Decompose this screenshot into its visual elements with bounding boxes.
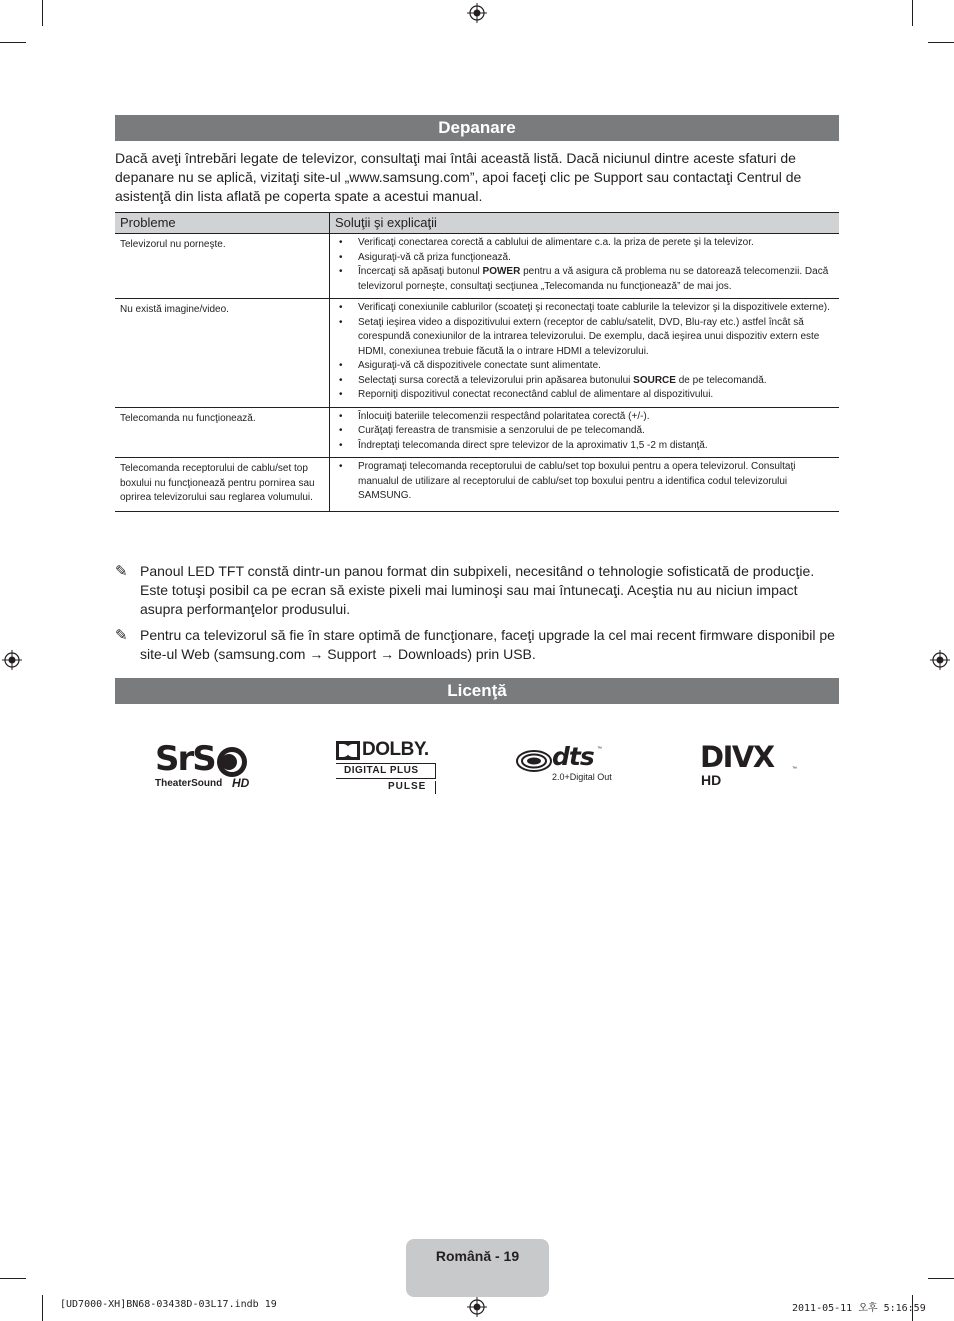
troubleshooting-table xyxy=(115,212,839,512)
registration-mark-icon xyxy=(2,650,22,670)
srs-circle-icon xyxy=(215,745,249,779)
solutions-cell xyxy=(330,407,840,458)
registration-mark-icon xyxy=(467,3,487,23)
solution-item: • Verificaţi conexiunile cablurilor (scoateţi şi reconectaţi toate cablurile la televizor şi la dispozitivele externe). xyxy=(334,301,831,316)
crop-mark xyxy=(0,1278,26,1279)
table-row xyxy=(115,234,839,299)
dolby-digital-plus-pulse-logo xyxy=(336,741,438,795)
dolby-rule xyxy=(336,763,436,764)
table-header-row xyxy=(115,213,839,234)
solution-item: • Asiguraţi-vă că dispozitivele conectate sunt alimentate. xyxy=(334,359,831,374)
solution-item: • Setaţi ieşirea video a dispozitivului extern (receptor de cablu/satelit, DVD, Blu-ray etc.) astfel încât să corespundă conexiunilor de la intrarea televizorului. De exemplu, dacă ieşirea unui dispozitiv extern este HDMI, conexiunea trebuie făcută la o intrare HDMI a televizorului. xyxy=(334,316,831,360)
dolby-box-line xyxy=(435,781,436,794)
dts-trademark: ™ xyxy=(597,746,602,752)
footer-file-info: [UD7000-XH]BN68-03438D-03L17.indb 19 xyxy=(60,1299,277,1310)
crop-mark xyxy=(42,1295,43,1321)
srs-theatersound-text: TheaterSound xyxy=(155,778,223,789)
footer-timestamp: 2011-05-11 오후 5:16:59 xyxy=(792,1303,926,1314)
license-heading: Licenţă xyxy=(115,678,839,704)
problem-cell: Nu există imagine/video. xyxy=(115,299,330,408)
solution-item: • Reporniţi dispozitivul conectat reconectând cablul de alimentare al dispozitivului. xyxy=(334,388,831,403)
solution-item: • Selectaţi sursa corectă a televizorului prin apăsarea butonului SOURCE de pe telecomandă. xyxy=(334,374,831,389)
registration-mark-icon xyxy=(467,1297,487,1317)
crop-mark xyxy=(0,42,26,43)
srs-logo-text: SrS xyxy=(155,739,215,779)
divx-hd-text: HD xyxy=(701,772,722,788)
column-header-solutions: Soluţii şi explicaţii xyxy=(330,213,840,234)
table-row xyxy=(115,299,839,408)
solution-item: • Încercaţi să apăsaţi butonul POWER pentru a vă asigura că problema nu se datorează telecomenzii. Dacă televizorul porneşte, consultaţi secţiunea „Telecomanda nu funcţionează” de mai jos. xyxy=(334,265,831,294)
problem-cell: Telecomanda nu funcţionează. xyxy=(115,407,330,458)
column-header-problems: Probleme xyxy=(115,213,330,234)
dolby-pulse-text: PULSE xyxy=(388,781,427,792)
srs-theatersound-hd-logo xyxy=(155,739,260,793)
divx-logo-text: DIVX xyxy=(700,740,774,774)
note-text: Panoul LED TFT constă dintr-un panou format din subpixeli, necesitând o tehnologie sofisticată de producţie. Este totuşi posibil ca pe ecran să existe pixeli mai luminoşi sau mai întunecaţi. Aceştia nu au niciun impact asupra performanţelor produsului. xyxy=(140,563,815,617)
divx-hd-logo xyxy=(700,740,800,790)
dolby-logo-text: DOLBY. xyxy=(362,739,429,760)
note-firmware xyxy=(115,626,839,664)
dts-waves-icon xyxy=(516,750,552,772)
solutions-cell xyxy=(330,234,840,299)
solutions-cell xyxy=(330,458,840,512)
dts-logo-text: dts xyxy=(552,742,594,771)
table-row xyxy=(115,458,839,512)
divx-trademark: ™ xyxy=(792,766,797,772)
solution-item: • Îndreptaţi telecomanda direct spre televizor de la aproximativ 1,5 -2 m distanţă. xyxy=(334,439,831,454)
crop-mark xyxy=(928,42,954,43)
solution-item: • Asiguraţi-vă că priza funcţionează. xyxy=(334,251,831,266)
dts-digital-out-text: 2.0+Digital Out xyxy=(552,772,612,782)
dolby-double-d-icon xyxy=(336,741,360,760)
page-number-tab xyxy=(406,1239,549,1297)
dolby-box-line xyxy=(435,763,436,778)
note-led-panel xyxy=(115,562,839,619)
note-pencil-icon: ✎ xyxy=(115,563,128,580)
troubleshooting-heading: Depanare xyxy=(115,115,839,141)
crop-mark xyxy=(42,0,43,26)
crop-mark xyxy=(912,0,913,26)
dolby-box-line xyxy=(336,778,436,779)
note-text: Pentru ca televizorul să fie în stare optimă de funcţionare, faceţi upgrade la cel mai recent firmware disponibil pe site-ul Web (samsung.com → Support → Downloads) prin USB. xyxy=(140,627,835,662)
solution-item: • Verificaţi conectarea corectă a cablului de alimentare c.a. la priza de perete şi la televizor. xyxy=(334,236,831,251)
dts-logo xyxy=(516,742,621,788)
note-pencil-icon: ✎ xyxy=(115,627,128,644)
problem-cell: Televizorul nu porneşte. xyxy=(115,234,330,299)
solution-item: • Înlocuiţi bateriile telecomenzii respectând polaritatea corectă (+/-). xyxy=(334,410,831,425)
table-row xyxy=(115,407,839,458)
srs-hd-text: HD xyxy=(232,776,250,790)
page-number: Română - 19 xyxy=(435,1248,520,1264)
registration-mark-icon xyxy=(930,650,950,670)
dolby-digital-plus-text: DIGITAL PLUS xyxy=(344,765,419,776)
solution-item: • Programaţi telecomanda receptorului de cablu/set top boxului pentru a opera televizorul. Consultaţi manualul de utilizare al receptorului de cablu/set top boxului pentru a identifica codul televizorului SAMSUNG. xyxy=(334,460,831,504)
intro-paragraph: Dacă aveţi întrebări legate de televizor, consultaţi mai întâi această listă. Dacă niciunul dintre aceste sfaturi de depanare nu se aplică, vizitaţi site-ul „www.samsung.com”, apoi faceţi clic pe Support sau contactaţi Centrul de asistenţă din lista aflată pe coperta spate a acestui manual. xyxy=(115,150,802,204)
solution-item: • Curăţaţi fereastra de transmisie a senzorului de pe telecomandă. xyxy=(334,424,831,439)
problem-cell: Telecomanda receptorului de cablu/set top boxului nu funcţionează pentru pornirea sau oprirea televizorului sau reglarea volumului. xyxy=(115,458,330,512)
crop-mark xyxy=(928,1278,954,1279)
solutions-cell xyxy=(330,299,840,408)
